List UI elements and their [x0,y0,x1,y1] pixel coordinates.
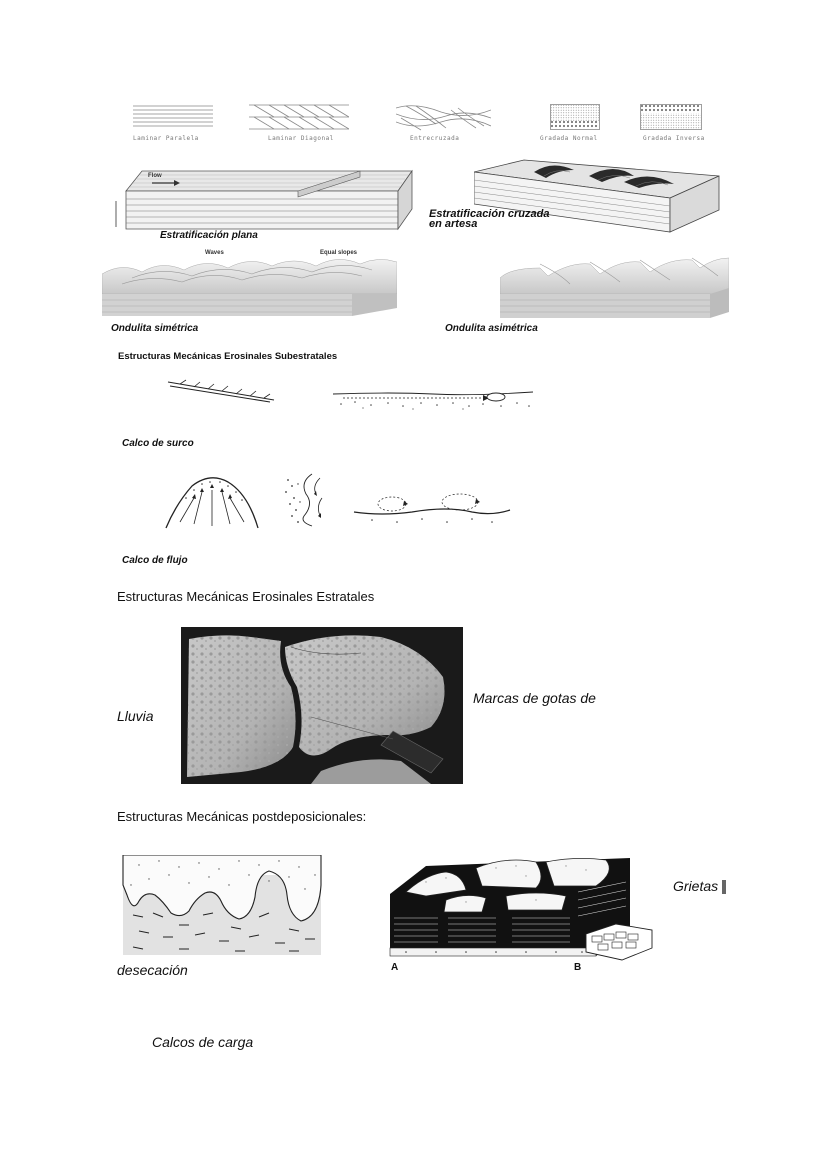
mudcrack-label-a: A [391,962,399,973]
raindrop-marks-caption-a: Marcas de gotas de [473,690,596,706]
laminar-diagonal-icon [249,104,349,130]
entrecruzada-icon [396,104,491,132]
load-cast-caption: Calcos de carga [152,1034,254,1050]
load-cast-illustration [119,855,324,957]
laminar-diagonal-label: Laminar Diagonal [268,135,334,142]
groove-cast-caption: Calco de surco [122,438,194,449]
gradada-inversa-icon [640,104,702,130]
flow-label: Flow [148,173,162,179]
mudcrack-caption-a: Grietas [673,878,719,894]
clipped-text-bar [722,880,726,894]
raindrop-marks-caption-b: Lluvia [117,708,154,724]
trough-cross-bedding-illustration [474,158,724,234]
mudcrack-caption-a-clip [673,878,729,896]
symmetric-ripple-illustration [102,252,397,320]
scour-cross-section-illustration [333,386,543,412]
asymmetric-ripple-illustration [500,254,729,322]
laminar-paralela-label: Laminar Paralela [133,135,199,142]
heading-subestratales: Estructuras Mecánicas Erosinales Subestratales [118,351,338,362]
gradada-normal-icon [550,104,600,130]
waves-label: Waves [205,250,224,256]
mudcrack-label-b: B [574,962,582,973]
heading-postdeposicionales: Estructuras Mecánicas postdeposicionales: [117,809,367,824]
symmetric-ripple-caption: Ondulita simétrica [111,323,199,334]
trough-cross-bedding-caption-line2: en artesa [429,218,478,230]
groove-cast-illustration [166,378,278,404]
asymmetric-ripple-caption: Ondulita asimétrica [445,323,538,334]
gradada-inversa-label: Gradada Inversa [643,135,705,142]
flute-cast-plan-illustration [164,474,262,530]
flat-bedding-caption: Estratificación plana [160,230,258,241]
flute-cast-profile-illustration [282,472,326,528]
heading-estratales: Estructuras Mecánicas Erosinales Estratales [117,589,375,604]
trough-cross-bedding-caption-line1: Estratificación cruzada [429,208,550,220]
gradada-normal-label: Gradada Normal [540,135,598,142]
raindrop-marks-photo [181,627,463,784]
flute-cast-eddy-illustration [352,488,512,528]
mudcrack-caption-b: desecación [117,962,188,978]
entrecruzada-label: Entrecruzada [410,135,460,142]
mudcracks-block-illustration [386,852,654,962]
equal-slopes-label: Equal slopes [320,250,358,256]
laminar-paralela-icon [133,104,213,130]
flute-cast-caption: Calco de flujo [122,555,188,566]
